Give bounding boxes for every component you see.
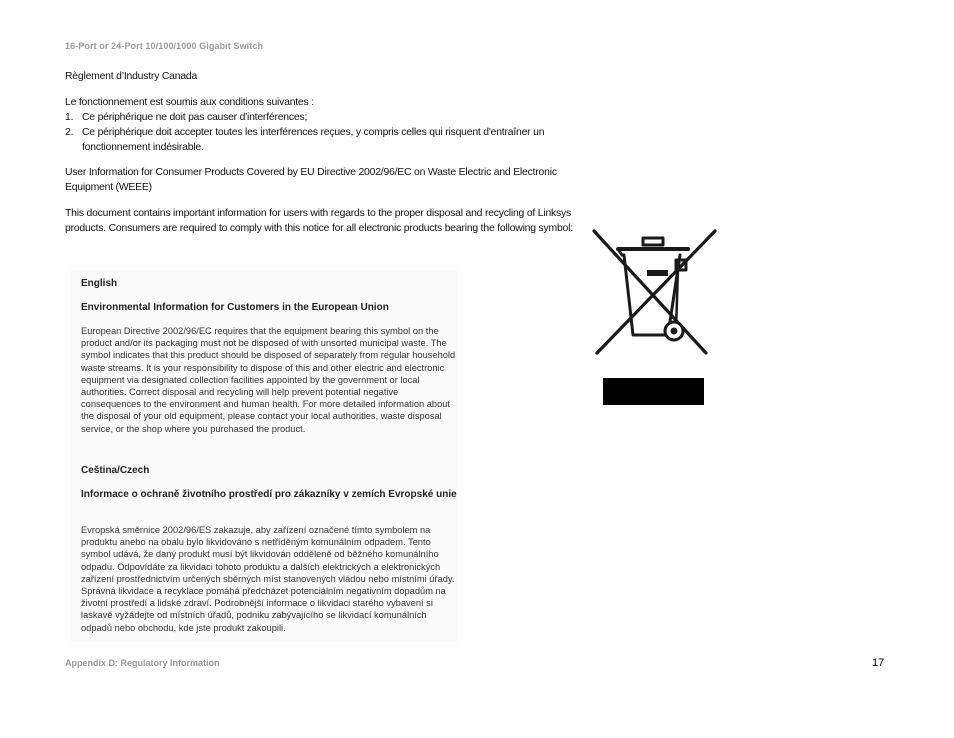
running-header: 16-Port or 24-Port 10/100/1000 Gigabit Switch [65,41,264,51]
canada-heading: Règlement d’Industry Canada [65,71,198,82]
footer-section-title: Appendix D: Regulatory Information [65,658,220,668]
list-text: Ce périphérique ne doit pas causer d'interférences; [82,112,308,123]
english-heading: Environmental Information for Customers in the European Union [81,302,389,313]
canada-intro: Le fonctionnement est soumis aux conditions suivantes : [65,97,314,108]
list-item [65,125,585,155]
list-text: Ce périphérique doit accepter toutes les interférences reçues, y compris celles qui risquent d'entraîner un fonctionnement indésirable. [82,127,545,153]
list-number: 1. [65,112,74,123]
english-text: European Directive 2002/96/EC requires that the equipment bearing this symbol on the product and/or its packaging must not be disposed of with unsorted municipal waste. The symbol indicates that this product should be disposed of separately from regular household waste streams. It is your responsibility to dispose of this and other electric and electronic equipment via designated collection facilities appointed by the government or local authorities. Correct disposal and recycling will help prevent potential negative consequences to the environment and human health. For more detailed information about the disposal of your old equipment, please contact your local authorities, waste disposal service, or the shop where you purchased the product. [81,326,456,434]
canada-conditions-list [65,110,585,155]
weee-notice: This document contains important information for users with regards to the proper disposal and recycling of Linksys products. Consumers are required to comply with this notice for all electronic products bearing the following symbol: [65,208,573,234]
english-label: English [81,278,118,289]
czech-text: Evropská směrnice 2002/96/ES zakazuje, aby zařízení označené tímto symbolem na produktu anebo na obalu bylo likvidováno s netříděným komunálním odpadem. Tento symbol udává, že daný produkt musí být likvidován odděleně od běžného komunálního odpadu. Odpovídáte za likvidaci tohoto produktu a dalších elektrických a elektronických zařízení prostřednictvím určených sběrných míst stanovených vládou nebo místními úřady. Správná likvidace a recyklace pomáhá předcházet potenciálním negativním dopadům na životní prostředí a lidské zdraví. Podrobnější informace o likvidaci starého vybavení si laskavě vyžádejte od místních úřadů, podniku zabývajícího se likvidací komunálních odpadů nebo obchodu, kde jste produkt zakoupili. [81,525,455,633]
crossed-out-wheeled-bin-icon [590,225,720,410]
czech-label: Ceština/Czech [81,465,150,476]
list-number: 2. [65,127,74,138]
list-item [65,110,585,125]
czech-heading: Informace o ochraně životního prostředí pro zákazníky v zemích Evropské unie [81,489,457,500]
page-number: 17 [872,657,885,669]
weee-title: User Information for Consumer Products Covered by EU Directive 2002/96/EC on Waste Electric and Electronic Equipment (WEEE) [65,167,557,193]
scanned-directive-excerpt [70,270,458,642]
